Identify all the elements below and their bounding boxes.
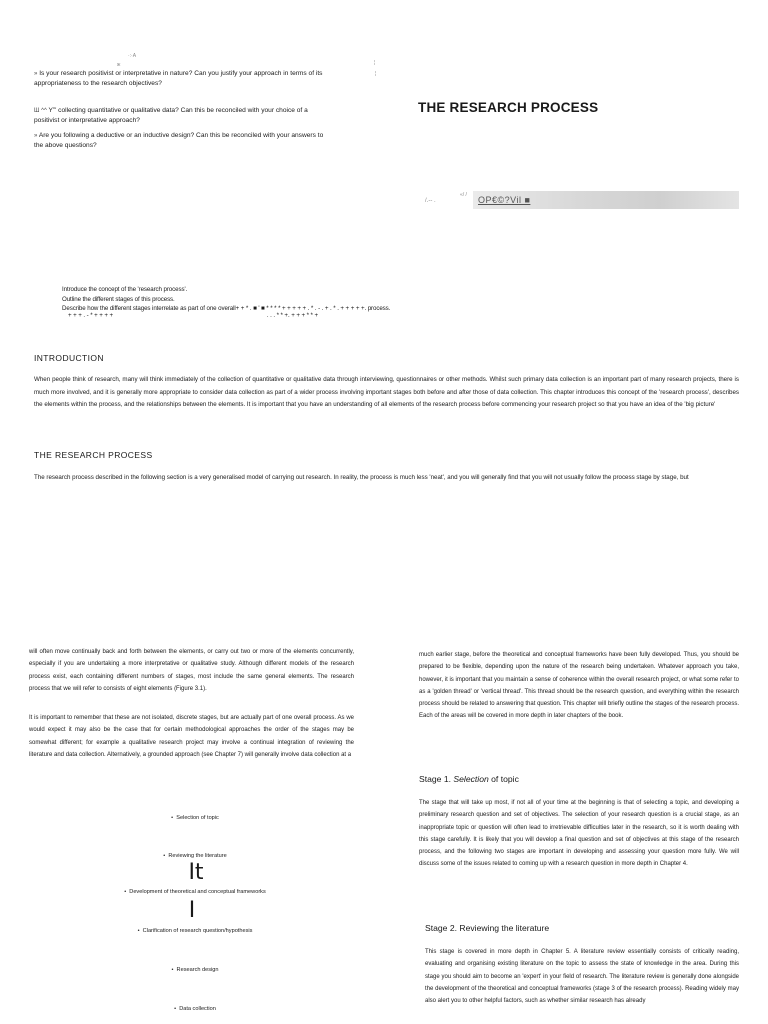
question-item <box>34 106 334 125</box>
flow-step <box>80 928 310 934</box>
scan-mark: ¦ <box>375 71 377 77</box>
flow-bullet: • <box>171 815 174 821</box>
stage-2-paragraph: This stage is covered in more depth in Chapter 5. A literature review essentially consists of critically reading, evaluating and organising existing literature on the topic to assess the state of knowledge in the area. During this stage you should aim to become an 'expert' in your field of research. The literature review is generally done alongside the development of the theoretical and conceptual frameworks (stage 3 of the research process). Reading widely may also alert you to other helpful factors, such as whether similar research has already <box>425 949 739 1005</box>
flow-bullet: • <box>163 853 166 859</box>
flow-step <box>110 815 280 821</box>
chapter-title: THE RESEARCH PROCESS <box>418 100 599 115</box>
stage-1-suffix: of topic <box>488 774 519 784</box>
stage-1-prefix: Stage 1. <box>419 774 454 784</box>
flow-step <box>110 853 280 859</box>
research-process-paragraph: The research process described in the following section is a very generalised model of carrying out research. In reality, the process is much less 'neat', and you will generally find that you will not usually follow the process stage by stage, but <box>34 474 689 481</box>
right-column-paragraph: much earlier stage, before the theoretical and conceptual frameworks have been fully developed. Thus, you should be prepared to be flexible, depending upon the nature of the research being undertaken. Whatever approach you take, however, it is important that you maintain a sense of coherence within the overall research project, or what some refer to as a 'golden thread' or 'vertical thread'. This thread should be the research question, and everything within the research process should be related to answering that question. This chapter will briefly outline the stages of the research process. Each of the areas will be covered in more depth in later chapters of the book. <box>419 652 739 720</box>
question-text: Y”' collecting quantitative or qualitative data? Can this be reconciled with your choice of a positivist or interpretative approach? <box>34 107 308 124</box>
objective-item: Describe how the different stages interrelate as part of one overall+ + * . ■ ' ■ * * * * + + + + + . * . - . + . * . + + + + +. process. <box>62 305 391 313</box>
scan-mark: ¦ <box>374 60 376 66</box>
flow-step-label: Data collection <box>179 1006 216 1012</box>
section-heading-research-process: THE RESEARCH PROCESS <box>34 450 153 460</box>
flow-arrow: I <box>188 898 196 923</box>
objective-item: Outline the different stages of this process. <box>62 295 175 303</box>
bullet-marker: » <box>34 133 38 139</box>
objective-item: Introduce the concept of the 'research process'. <box>62 286 188 293</box>
flow-bullet: • <box>171 967 174 973</box>
flow-step-label: Reviewing the literature <box>168 853 227 859</box>
flow-arrow: It <box>188 860 204 885</box>
question-text: Are you following a deductive or an inductive design? Can this be reconciled with your answers to the above questions? <box>34 132 324 149</box>
bullet-marker: Ш ^^ <box>34 108 49 114</box>
flow-bullet: • <box>124 889 127 895</box>
left-column-paragraph: will often move continually back and forth between the elements, or carry out two or more of the elements concurrently, especially if you are undertaking a more interpretative or qualitative study. Although different models of the research process exist, each containing different numbers of stages, most include the same general elements. The research process that we will refer to consists of eight elements (Figure 3.1). <box>29 649 354 692</box>
flow-step <box>60 889 330 895</box>
scan-mark: ·:·A <box>128 53 137 59</box>
introduction-paragraph: When people think of research, many will think immediately of the collection of quantitative or qualitative data through interviewing, questionnaires or other methods. Whilst such primary data collection is an important part of many research projects, there is much more involved, and it is generally more appropriate to consider data collection as part of a wider process involving important stages both before and after those of data collection. This chapter introduces this concept of the 'research process', describes the elements within the process, and the relationships between the elements. It is important that you have an understanding of all elements of the research process before commencing your research project so that you have an idea of the 'big picture' <box>34 376 739 409</box>
flow-step-label: Research design <box>176 967 219 973</box>
flow-step-label: Development of theoretical and conceptual frameworks <box>129 889 266 895</box>
stage-1-heading <box>419 774 519 784</box>
banner-noise: «/ / <box>460 192 467 198</box>
section-heading-introduction: INTRODUCTION <box>34 353 104 363</box>
banner-noise: /.-- . <box>425 198 436 204</box>
flow-bullet: • <box>174 1006 177 1012</box>
flow-step <box>110 1006 280 1012</box>
banner-text: OP€©?Vil ■ <box>478 195 531 205</box>
flow-step-label: Clarification of research question/hypothesis <box>142 928 253 934</box>
bullet-marker: » <box>34 71 38 77</box>
objective-item: + + + . - * + + + + . . . * * +. + + + * * + <box>68 311 318 319</box>
flow-bullet: • <box>137 928 140 934</box>
question-text: Is your research positivist or interpretative in nature? Can you justify your approach in terms of its appropriateness to the research objectives? <box>34 70 323 87</box>
question-item <box>34 69 334 88</box>
objectives-list <box>62 285 532 320</box>
flow-step-label: Selection of topic <box>176 815 219 821</box>
flow-step <box>110 967 280 973</box>
stage-1-paragraph: The stage that will take up most, if not all of your time at the beginning is that of selecting a topic, and developing a preliminary research question and set of objectives. The selection of your research question is a crucial stage, as an inappropriate topic or question will often lead to irretrievable difficulties later in the research, so it is worth dealing with this stage carefully. It is likely that you will develop a final question and set of objectives at this stage of the research process, and the following two stages are important in developing and assessing your question more fully. We will discuss some of the issues related to coming up with a research question in more depth in Chapter 4. <box>419 800 739 868</box>
stage-2-heading: Stage 2. Reviewing the literature <box>425 923 550 933</box>
scan-mark: ж <box>117 62 121 68</box>
stage-1-italic: Selection <box>453 774 489 784</box>
left-column-paragraph: It is important to remember that these are not isolated, discrete stages, but are actually part of one overall process. As we would expect it may also be the case that for certain methodological approaches the order of the stages may be somewhat different; for example a qualitative research project may involve a continual integration of reviewing the literature and data collection. Alternatively, a grounded approach (see Chapter 7) will generally involve data collection at a <box>29 715 354 758</box>
question-item <box>34 131 334 150</box>
